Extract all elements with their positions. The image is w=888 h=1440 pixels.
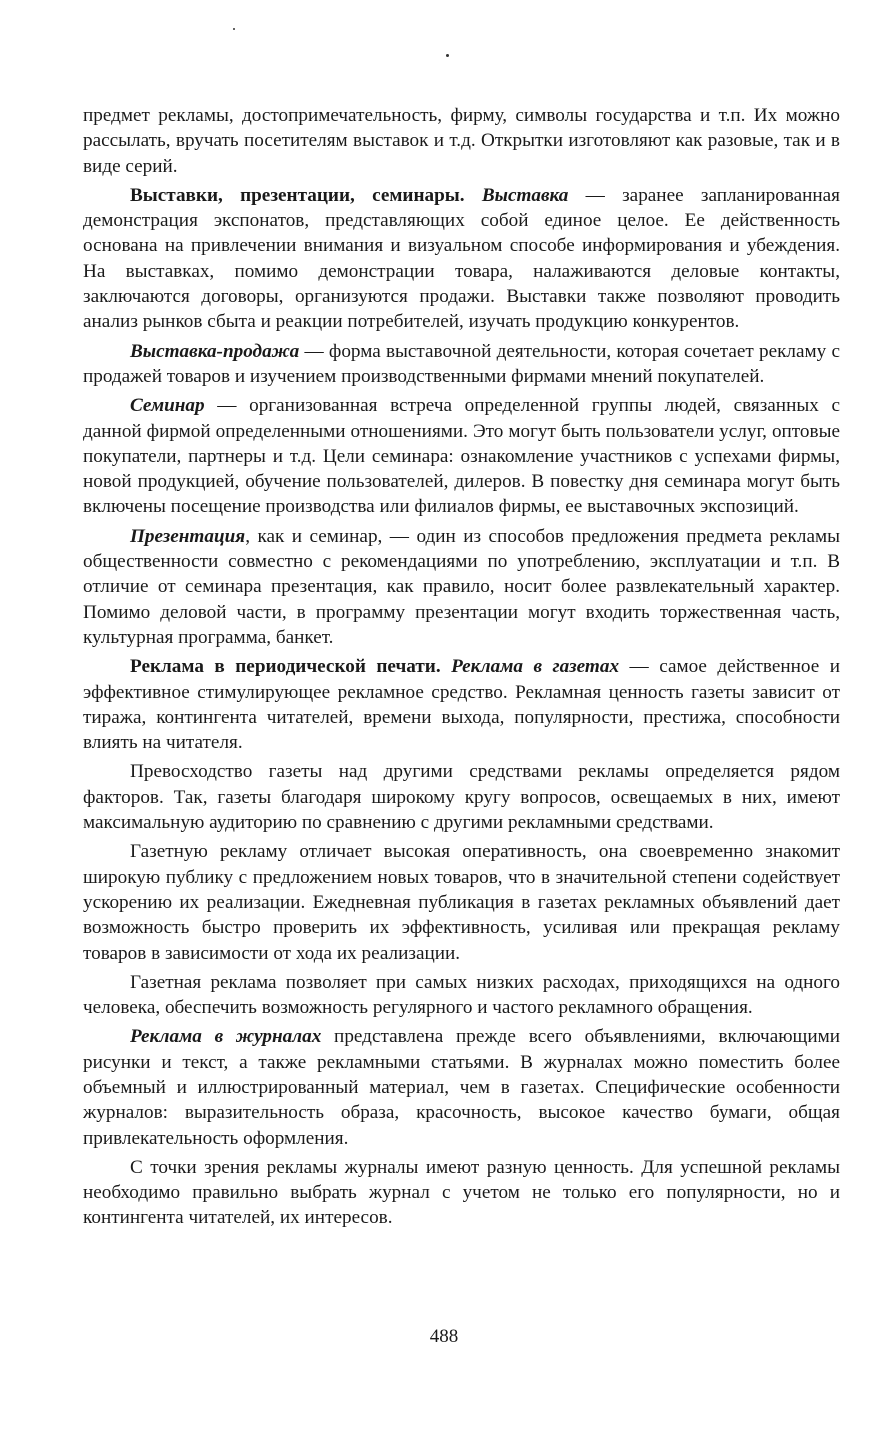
emphasized-term: Реклама в журналах (130, 1026, 322, 1048)
paragraph-text: Превосходство газеты над другими средствами рекламы определяется рядом факторов. Так, газеты благодаря широкому кругу вопросов, освещаемых в них, имеют максимальную аудиторию по сравнению с другими рекламными средствами. (83, 761, 840, 834)
paragraph-text: Газетная реклама позволяет при самых низких расходах, приходящихся на одного человека, обеспечить возможность регулярного и частого рекламного обращения. (83, 971, 840, 1019)
body-text (83, 103, 840, 1235)
paragraph (83, 339, 840, 390)
paragraph (83, 759, 840, 835)
emphasized-term: Презентация (130, 525, 246, 547)
scan-speck (446, 54, 449, 57)
emphasized-term: Выставка (481, 184, 569, 206)
paragraph-text: представлена прежде всего объявлениями, включающими рисунки и текст, а также рекламными статьями. В журналах можно поместить более объемный и иллюстрированный материал, чем в газетах. Специфические особенности журналов: выразительность образа, красочность, высокое качество бумаги, общая привлекательность оформления. (83, 1026, 840, 1149)
paragraph (83, 524, 840, 650)
paragraph-text: , как и семинар, — один из способов предложения предмета рекламы общественности совместно с рекомендациями по употреблению, эксплуатации и т.п. В отличие от семинара презентация, как правило, носит более развлекательный характер. Помимо деловой части, в программу презентации могут входить торжественная часть, культурная программа, банкет. (83, 525, 840, 648)
emphasized-term: Реклама в газетах (451, 656, 620, 678)
paragraph-text: — форма выставочной деятельности, которая сочетает рекламу с продажей товаров и изучением производственными фирмами мнений покупателей. (83, 340, 840, 387)
page-number: 488 (429, 1326, 459, 1347)
paragraph (83, 1024, 840, 1150)
paragraph (83, 183, 840, 335)
paragraph-text: — заранее запланированная демонстрация экспонатов, представляющих собой единое целое. Ее действенность основана на привлечении внимания и визуальном способе информирования и убеждения. На выставках, помимо демонстрации товара, налаживаются деловые контакты, заключаются договоры, организуются продажи. Выставки также позволяют проводить анализ рынков сбыта и реакции потребителей, изучать продукцию конкурентов. (83, 184, 840, 333)
paragraph-text: — самое действенное и эффективное стимулирующее рекламное средство. Рекламная ценность газеты зависит от тиража, контингента читателей, времени выхода, популярности, престижа, способности влиять на читателя. (83, 656, 840, 754)
paragraph (83, 839, 840, 965)
paragraph (83, 103, 840, 179)
emphasized-term: Выставка-продажа (130, 340, 300, 362)
paragraph-text: Газетную рекламу отличает высокая оперативность, она своевременно знакомит широкую публику с предложением новых товаров, что в значительной степени содействует ускорению их реализации. Ежедневная публикация в газетах рекламных объявлений дает возможность быстро проверить их эффективность, усиливая или прекращая рекламу товаров в зависимости от хода их реализации. (83, 841, 840, 964)
paragraph-text: С точки зрения рекламы журналы имеют разную ценность. Для успешной рекламы необходимо правильно выбрать журнал с учетом не только его популярности, но и контингента читателей, их интересов. (83, 1156, 840, 1229)
paragraph (83, 393, 840, 519)
paragraph (83, 970, 840, 1021)
scan-speck (233, 28, 235, 30)
paragraph (83, 1155, 840, 1231)
emphasized-term: Выставки, презентации, семинары. (130, 184, 482, 206)
paragraph (83, 654, 840, 755)
emphasized-term: Реклама в периодической печати. (130, 656, 452, 678)
paragraph-text: предмет рекламы, достопримечательность, фирму, символы государства и т.п. Их можно рассылать, вручать посетителям выставок и т.д. Открытки изготовляют как разовые, так и в виде серий. (83, 105, 840, 177)
emphasized-term: Семинар (130, 395, 205, 417)
paragraph-text: — организованная встреча определенной группы людей, связанных с данной фирмой определенными отношениями. Это могут быть пользователи услуг, оптовые покупатели, партнеры и т.д. Цели семинара: ознакомление участников с успехами фирмы, новой продукцией, обучение пользователей, дилеров. В повестку дня семинара могут быть включены посещение производства или филиалов фирмы, ее выставочных экспозиций. (83, 395, 840, 518)
